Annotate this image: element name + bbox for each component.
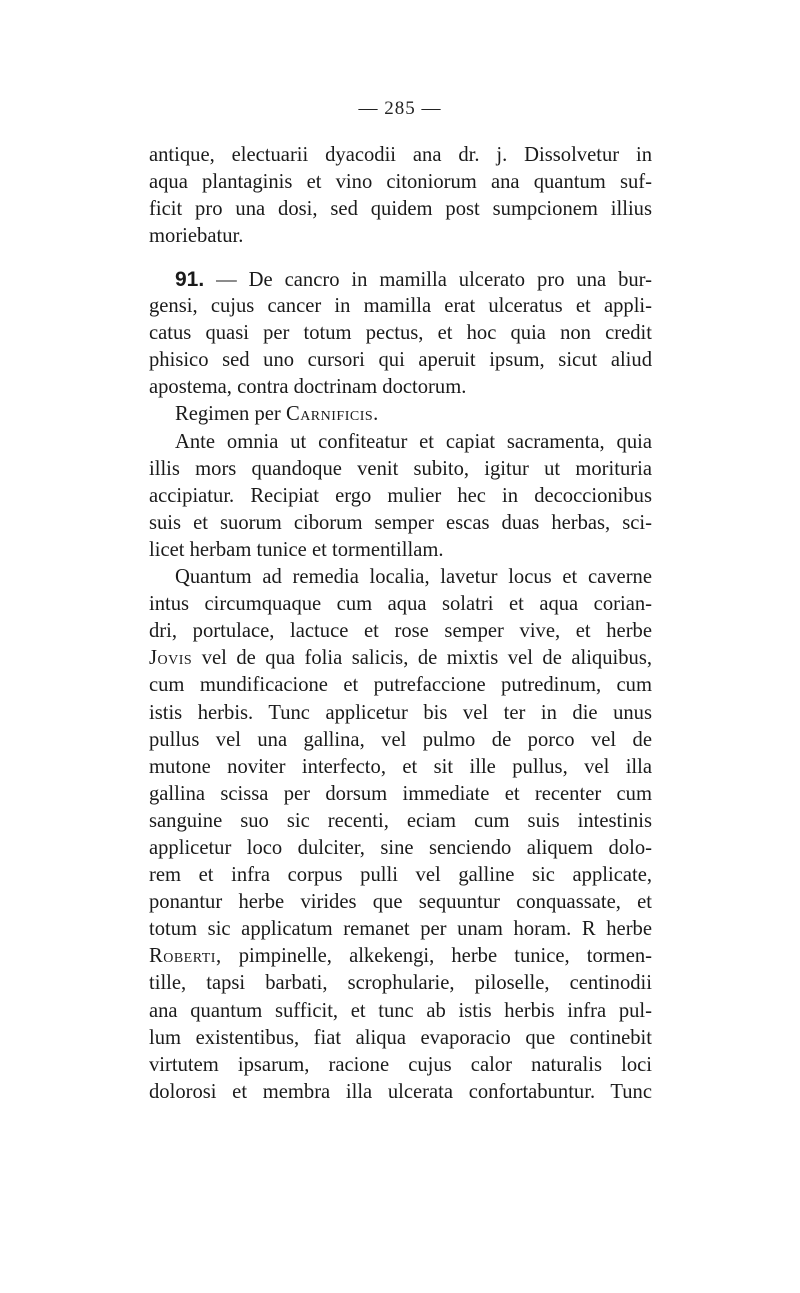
text-line: gallina scissa per dorsum immediate et recenter cum xyxy=(149,782,652,805)
text-line xyxy=(149,943,652,970)
text-line: sanguine suo sic recenti, eciam cum suis intestinis xyxy=(149,809,652,832)
page-number: — 285 — xyxy=(358,98,442,119)
text-line: aqua plantaginis et vino citoniorum ana quantum suf- xyxy=(149,171,652,194)
jovis-rest: vel de qua folia salicis, de mixtis vel de aliquibus, xyxy=(201,647,652,670)
text-line: mutone noviter interfecto, et sit ille pullus, vel illa xyxy=(149,755,652,778)
continued-paragraph xyxy=(149,142,652,250)
regimen-line xyxy=(149,401,652,428)
text-line: intus circumquaque cum aqua solatri et aqua corian- xyxy=(149,593,652,616)
text-line: applicetur loco dulciter, sine senciendo aliquem dolo- xyxy=(149,836,652,859)
roberti-name: Roberti, xyxy=(149,945,222,968)
text-line: gensi, cujus cancer in mamilla erat ulceratus et appli- xyxy=(149,295,652,318)
text-line: moriebatur. xyxy=(149,225,244,248)
text-line: virtutem ipsarum, racione cujus calor naturalis loci xyxy=(149,1053,652,1076)
text-line xyxy=(149,645,652,672)
text-line: illis mors quandoque venit subito, igitur ut morituria xyxy=(149,457,652,480)
text-line: Ante omnia ut confiteatur et capiat sacramenta, quia xyxy=(175,430,652,453)
text-line: istis herbis. Tunc applicetur bis vel ter in die unus xyxy=(149,701,652,724)
section-91 xyxy=(149,266,652,1106)
text-line: licet herbam tunice et tormentillam. xyxy=(149,538,444,561)
text-line: dolorosi et membra illa ulcerata confortabuntur. Tunc xyxy=(149,1080,652,1103)
text-line: tille, tapsi barbati, scrophularie, piloselle, centinodii xyxy=(149,972,652,995)
text-line: antique, electuarii dyacodii ana dr. j. Dissolvetur in xyxy=(149,144,652,166)
text-line: phisico sed uno cursori qui aperuit ipsum, sicut aliud xyxy=(149,349,652,372)
text-line: totum sic applicatum remanet per unam horam. R herbe xyxy=(149,918,652,941)
text-line: catus quasi per totum pectus, et hoc quia non credit xyxy=(149,322,652,345)
text-line: ficit pro una dosi, sed quidem post sumpcionem illius xyxy=(149,198,652,221)
text-line: dri, portulace, lactuce et rose semper vive, et herbe xyxy=(149,620,652,643)
text-line: ponantur herbe virides que sequuntur conquassate, et xyxy=(149,891,652,914)
regimen-prefix: Regimen per xyxy=(175,403,281,426)
text-line: Quantum ad remedia localia, lavetur locus et caverne xyxy=(175,566,652,589)
roberti-rest: pimpinelle, alkekengi, herbe tunice, tormen- xyxy=(238,945,652,968)
text-line: rem et infra corpus pulli vel galline sic applicate, xyxy=(149,864,652,887)
text-line: accipiatur. Recipiat ergo mulier hec in decoccionibus xyxy=(149,484,652,507)
text-line: pullus vel una gallina, vel pulmo de porco vel de xyxy=(149,728,652,751)
regimen-author: Carnificis. xyxy=(285,403,379,426)
section-number: 91. xyxy=(175,268,205,291)
text-line: lum existentibus, fiat aliqua evaporacio que continebit xyxy=(149,1026,652,1049)
section-heading-text: — De cancro in mamilla ulcerato pro una bur- xyxy=(216,269,652,291)
text-line: apostema, contra doctrinam doctorum. xyxy=(149,376,467,399)
jovis-name: Jovis xyxy=(149,647,193,670)
text-line: cum mundificacione et putrefaccione putredinum, cum xyxy=(149,674,652,697)
text-line: suis et suorum ciborum semper escas duas herbas, sci- xyxy=(149,511,652,534)
section-heading-line xyxy=(149,266,652,293)
text-line: ana quantum sufficit, et tunc ab istis herbis infra pul- xyxy=(149,999,652,1022)
